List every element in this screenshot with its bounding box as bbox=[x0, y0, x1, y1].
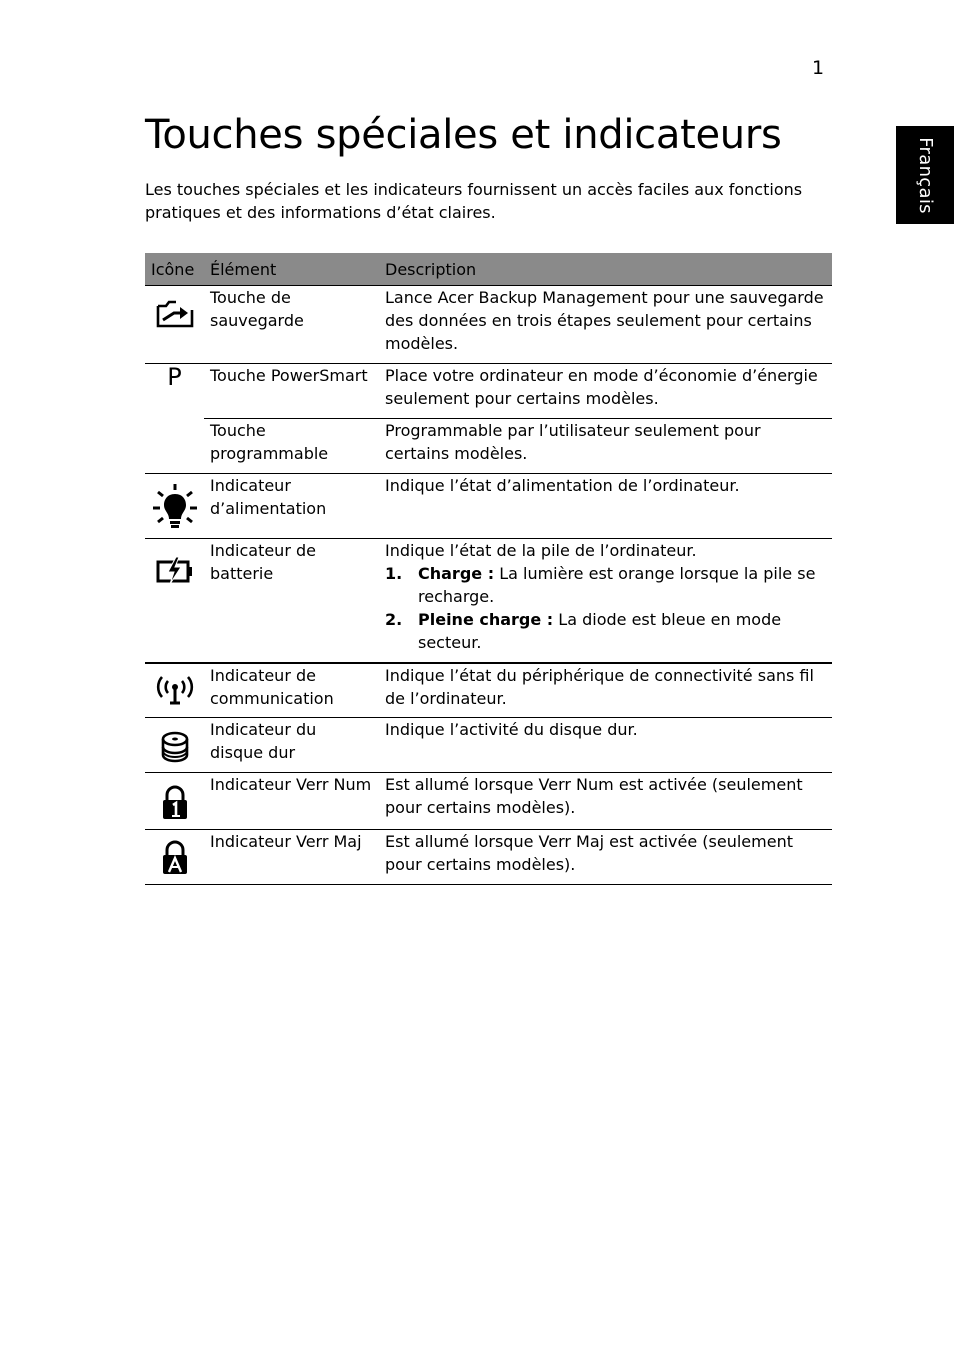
language-tab-label: Français bbox=[914, 136, 936, 214]
list-item bbox=[385, 562, 826, 608]
icon-cell bbox=[145, 663, 204, 718]
icon-cell bbox=[145, 830, 204, 885]
header-description: Description bbox=[379, 253, 832, 286]
element-cell: Indicateur de communication bbox=[204, 663, 379, 718]
battery-steps bbox=[385, 562, 826, 654]
element-cell: Touche programmable bbox=[204, 419, 379, 474]
icon-cell bbox=[145, 286, 204, 364]
description-cell: Est allumé lorsque Verr Maj est activée (seulement pour certains modèles). bbox=[379, 830, 832, 885]
header-icon: Icône bbox=[145, 253, 204, 286]
element-cell: Indicateur Verr Maj bbox=[204, 830, 379, 885]
p-key-icon: P bbox=[167, 363, 182, 391]
step-number: 2. bbox=[385, 610, 403, 629]
list-item bbox=[385, 608, 826, 654]
table-row bbox=[145, 830, 832, 885]
icon-cell bbox=[145, 364, 204, 474]
page-number: 1 bbox=[812, 57, 825, 79]
keys-table bbox=[145, 253, 832, 885]
table-row bbox=[145, 364, 832, 419]
description-cell: Programmable par l’utilisateur seulement pour certains modèles. bbox=[379, 419, 832, 474]
table-row bbox=[145, 286, 832, 364]
table-row bbox=[145, 773, 832, 830]
element-cell: Indicateur du disque dur bbox=[204, 718, 379, 773]
intro-paragraph: Les touches spéciales et les indicateurs fournissent un accès faciles aux fonctions pratiques et des informations d’état claires. bbox=[145, 180, 803, 222]
step-text: La diode est bleue en mode secteur. bbox=[418, 610, 782, 652]
table-header-row bbox=[145, 253, 832, 286]
element-cell: Indicateur Verr Num bbox=[204, 773, 379, 830]
num-lock-icon bbox=[160, 785, 190, 821]
icon-cell bbox=[145, 539, 204, 663]
table-row bbox=[145, 539, 832, 663]
element-cell: Indicateur de batterie bbox=[204, 539, 379, 663]
description-cell: Indique l’état du périphérique de connectivité sans fil de l’ordinateur. bbox=[379, 663, 832, 718]
element-cell: Touche PowerSmart bbox=[204, 364, 379, 419]
description-cell: Lance Acer Backup Management pour une sauvegarde des données en trois étapes seulement pour certains modèles. bbox=[379, 286, 832, 364]
caps-lock-icon bbox=[160, 840, 190, 876]
table-row bbox=[145, 718, 832, 773]
step-label: Charge : bbox=[418, 564, 495, 583]
description-cell: Place votre ordinateur en mode d’économie d’énergie seulement pour certains modèles. bbox=[379, 364, 832, 419]
description-cell: Est allumé lorsque Verr Num est activée (seulement pour certains modèles). bbox=[379, 773, 832, 830]
step-label: Pleine charge : bbox=[418, 610, 554, 629]
description-cell bbox=[379, 539, 832, 663]
page-title: Touches spéciales et indicateurs bbox=[145, 112, 782, 158]
battery-description: Indique l’état de la pile de l’ordinateur. bbox=[385, 541, 697, 560]
description-cell: Indique l’état d’alimentation de l’ordinateur. bbox=[379, 474, 832, 539]
header-element: Élément bbox=[204, 253, 379, 286]
step-number: 1. bbox=[385, 564, 403, 583]
description-cell: Indique l’activité du disque dur. bbox=[379, 718, 832, 773]
element-cell: Indicateur d’alimentation bbox=[204, 474, 379, 539]
icon-cell bbox=[145, 718, 204, 773]
backup-icon bbox=[154, 296, 196, 330]
table-row bbox=[145, 663, 832, 718]
hdd-icon bbox=[159, 730, 191, 764]
icon-cell bbox=[145, 474, 204, 539]
power-bulb-icon bbox=[152, 482, 198, 530]
table-row bbox=[145, 474, 832, 539]
wireless-icon bbox=[155, 674, 195, 706]
table-row bbox=[145, 419, 832, 474]
element-cell: Touche de sauvegarde bbox=[204, 286, 379, 364]
battery-icon bbox=[155, 555, 195, 585]
icon-cell bbox=[145, 773, 204, 830]
step-text: La lumière est orange lorsque la pile se recharge. bbox=[418, 564, 816, 606]
language-tab bbox=[896, 126, 954, 224]
